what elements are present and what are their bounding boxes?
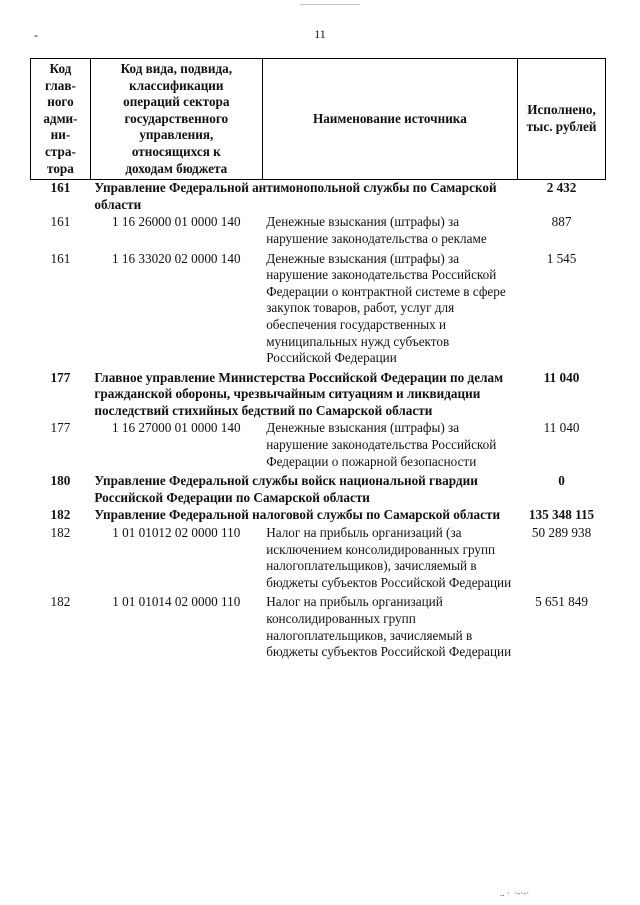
admin-group-row xyxy=(31,370,606,421)
amount-cell: 2 432 xyxy=(546,180,577,196)
page-number: 11 xyxy=(314,27,326,41)
revenue-item-row xyxy=(31,214,606,250)
header-source-name: Наименование источника xyxy=(262,59,517,180)
header-admin-code: Код глав- ного адми- ни- стра- тора xyxy=(31,59,91,180)
source-name-cell: Налог на прибыль организаций консолидированных групп налогоплательщиков, зачисляемый в бюджеты субъектов Российской Федерации xyxy=(266,594,512,660)
scan-artifact-top xyxy=(300,0,360,5)
classification-code-cell: 1 16 27000 01 0000 140 xyxy=(112,420,241,436)
scan-artifact-bottom: .. · ·‑·‑· xyxy=(500,888,530,898)
amount-cell: 50 289 938 xyxy=(531,525,592,541)
amount-cell: 0 xyxy=(558,473,565,489)
source-name-cell: Денежные взыскания (штрафы) за нарушение законодательства Российской Федерации о пожарной безопасности xyxy=(266,420,497,469)
revenue-item-row xyxy=(31,594,606,663)
admin-code-cell: 177 xyxy=(50,369,71,385)
corner-mark: - xyxy=(34,28,38,42)
revenue-item-row xyxy=(31,525,606,594)
group-name-cell: Главное управление Министерства Российской Федерации по делам гражданской обороны, чрезвычайным ситуациям и ликвидации последствий стихийных бедствий по Самарской области xyxy=(94,369,504,418)
admin-code-cell: 182 xyxy=(50,525,71,541)
group-name-cell: Управление Федеральной налоговой службы по Самарской области xyxy=(94,507,501,523)
classification-code-cell: 1 01 01014 02 0000 110 xyxy=(112,594,241,610)
admin-group-row xyxy=(31,507,606,525)
amount-cell: 135 348 115 xyxy=(528,507,595,523)
amount-cell: 11 040 xyxy=(543,369,580,385)
admin-code-cell: 161 xyxy=(50,250,71,266)
source-name-cell: Налог на прибыль организаций (за исключением консолидированных групп налогоплательщиков), зачисляемый в бюджеты субъектов Российской Федерации xyxy=(266,525,512,590)
revenue-sources-table xyxy=(30,58,606,664)
header-classification-code: Код вида, подвида, классификации операций сектора государственного управления, относящихся к доходам бюджета xyxy=(90,59,262,180)
admin-code-cell: 182 xyxy=(50,594,71,610)
admin-code-cell: 161 xyxy=(50,180,71,196)
amount-cell: 1 545 xyxy=(546,250,577,266)
group-name-cell: Управление Федеральной службы войск национальной гвардии Российской Федерации по Самарской области xyxy=(94,473,478,505)
revenue-item-row xyxy=(31,251,606,370)
admin-code-cell: 161 xyxy=(50,214,71,230)
admin-group-row xyxy=(31,473,606,507)
table-header-row xyxy=(31,59,606,180)
admin-group-row xyxy=(31,180,606,215)
source-name-cell: Денежные взыскания (штрафы) за нарушение законодательства о рекламе xyxy=(266,214,487,246)
source-name-cell: Денежные взыскания (штрафы) за нарушение законодательства Российской Федерации о контрактной системе в сфере закупок товаров, работ, услуг для обеспечения государственных и муниципальных нужд субъектов Российской Федерации xyxy=(266,250,506,366)
amount-cell: 887 xyxy=(551,214,572,230)
amount-cell: 5 651 849 xyxy=(535,594,588,610)
header-executed: Исполнено, тыс. рублей xyxy=(518,59,606,180)
admin-code-cell: 180 xyxy=(50,473,71,489)
revenue-item-row xyxy=(31,420,606,473)
amount-cell: 11 040 xyxy=(543,420,580,436)
admin-code-cell: 177 xyxy=(50,420,71,436)
group-name-cell: Управление Федеральной антимонопольной службы по Самарской области xyxy=(94,180,497,212)
classification-code-cell: 1 16 26000 01 0000 140 xyxy=(112,214,241,230)
classification-code-cell: 1 01 01012 02 0000 110 xyxy=(112,525,241,541)
classification-code-cell: 1 16 33020 02 0000 140 xyxy=(112,250,241,266)
admin-code-cell: 182 xyxy=(50,507,71,523)
